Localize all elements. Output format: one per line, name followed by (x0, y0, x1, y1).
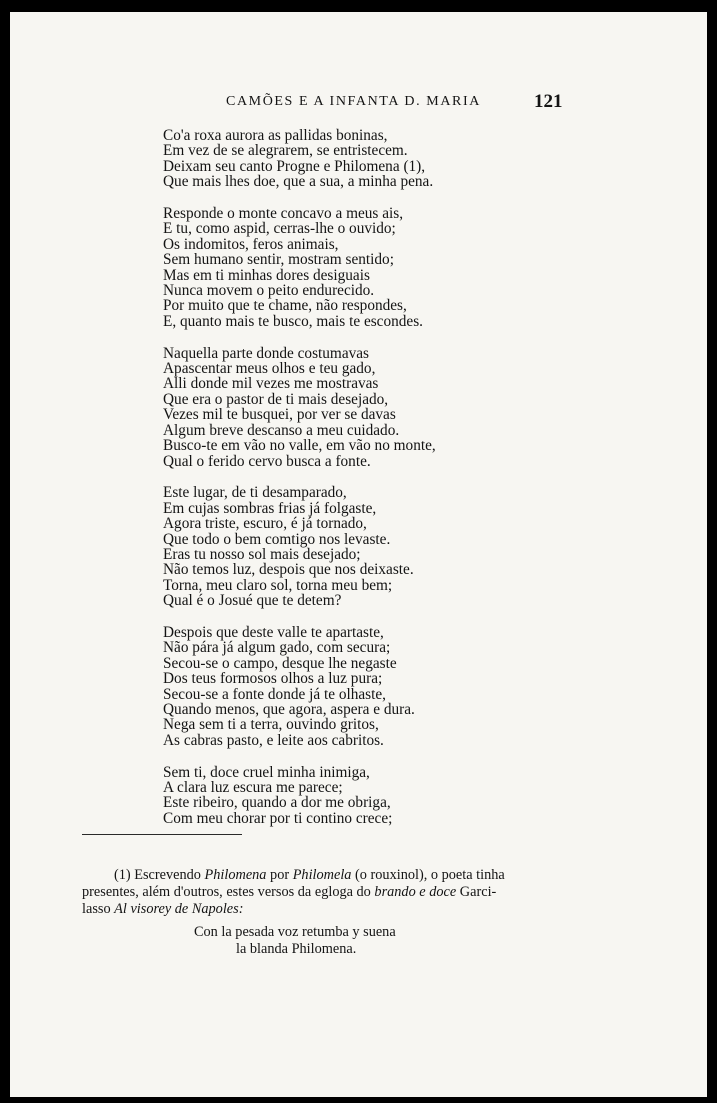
verse-line: Que era o pastor de ti mais desejado, (163, 390, 389, 408)
stanza-6 (163, 765, 436, 827)
footnote-text: presentes, além d'outros, estes versos da egloga do (82, 884, 375, 900)
stanza-3 (163, 346, 436, 469)
verse-line: Despois que deste valle te apartaste, (163, 623, 384, 641)
footnote-text: Garci- (456, 884, 497, 900)
verse-line: Agora triste, escuro, é já tornado, (163, 515, 367, 533)
footnote-text: lasso (82, 901, 115, 917)
verse-line: Que todo o bem comtigo nos levaste. (163, 530, 391, 548)
book-page (10, 12, 707, 1097)
verse-line: Qual é o Josué que te detem? (163, 592, 342, 610)
footnote-text: Escrevendo (130, 867, 205, 883)
poem (163, 128, 436, 843)
verse-line: Mas em ti minhas dores desiguais (163, 266, 370, 284)
verse-line: Secou-se o campo, desque lhe negaste (163, 654, 397, 672)
verse-line: Responde o monte concavo a meus ais, (163, 205, 404, 223)
verse-line: A clara luz escura me parece; (163, 778, 343, 796)
verse-line: Eras tu nosso sol mais desejado; (163, 545, 361, 563)
verse-line: Que mais lhes doe, que a sua, a minha pena. (163, 173, 434, 191)
verse-line: Com meu chorar por ti contino crece; (163, 809, 393, 827)
footnote-line-1 (82, 867, 572, 884)
verse-line: Vezes mil te busquei, por ver se davas (163, 406, 396, 424)
verse-line: Este ribeiro, quando a dor me obriga, (163, 794, 391, 812)
verse-line: Algum breve descanso a meu cuidado. (163, 421, 400, 439)
verse-line: Os indomitos, feros animais, (163, 235, 339, 253)
verse-line: As cabras pasto, e leite aos cabritos. (163, 731, 384, 749)
page-header (10, 91, 707, 118)
verse-line: E, quanto mais te busco, mais te escondes. (163, 312, 423, 330)
verse-line: Dos teus formosos olhos a luz pura; (163, 670, 383, 688)
verse-line: Em vez de se alegrarem, se entristecem. (163, 142, 408, 160)
verse-line: Não pára já algum gado, com secura; (163, 639, 391, 657)
verse-line: Apascentar meus olhos e teu gado, (163, 360, 376, 378)
verse-line: Deixam seu canto Progne e Philomena (1), (163, 157, 426, 175)
quote-line: la blanda Philomena. (236, 941, 357, 957)
verse-line: Secou-se a fonte donde já te olhaste, (163, 685, 386, 703)
verse-line: Qual o ferido cervo busca a fonte. (163, 452, 371, 470)
verse-line: Este lugar, de ti desamparado, (163, 484, 347, 502)
verse-line: Sem humano sentir, mostram sentido; (163, 251, 394, 269)
verse-line: Torna, meu claro sol, torna meu bem; (163, 576, 393, 594)
verse-line: Não temos luz, despois que nos deixaste. (163, 561, 414, 579)
footnote-italic: brando e doce (374, 884, 457, 900)
footnote-italic: Philomena (204, 867, 267, 883)
footnote (82, 867, 572, 918)
footnote-divider (82, 834, 242, 835)
verse-line: Co'a roxa aurora as pallidas boninas, (163, 127, 388, 144)
verse-line: Quando menos, que agora, aspera e dura. (163, 700, 415, 718)
footnote-line-2 (82, 884, 572, 901)
verse-line: E tu, como aspid, cerras-lhe o ouvido; (163, 220, 396, 238)
verse-line: Alli donde mil vezes me mostravas (163, 375, 379, 393)
stanza-2 (163, 206, 436, 329)
page-number: 121 (534, 91, 563, 112)
stanza-4 (163, 485, 436, 608)
footnote-text: (o rouxinol), o poeta tinha (351, 867, 505, 883)
verse-line: Nega sem ti a terra, ouvindo gritos, (163, 716, 379, 734)
footnote-italic: Philomela (292, 867, 352, 883)
verse-line: Sem ti, doce cruel minha inimiga, (163, 763, 370, 781)
stanza-5 (163, 625, 436, 748)
verse-line: Por muito que te chame, não respondes, (163, 297, 407, 315)
stanza-1 (163, 128, 436, 190)
verse-line: Busco-te em vão no valle, em vão no monte, (163, 437, 436, 455)
verse-line: Em cujas sombras frias já folgaste, (163, 499, 377, 517)
footnote-quote (194, 924, 396, 958)
footnote-text: por (266, 867, 293, 883)
verse-line: Naquella parte donde costumavas (163, 344, 370, 362)
running-head: CAMÕES E A INFANTA D. MARIA (226, 94, 481, 109)
quote-line: Con la pesada voz retumba y suena (194, 924, 396, 940)
footnote-italic: Al visorey de Napoles: (114, 901, 244, 917)
footnote-marker: (1) (114, 867, 131, 883)
footnote-line-3 (82, 901, 572, 918)
verse-line: Nunca movem o peito endurecido. (163, 282, 375, 300)
